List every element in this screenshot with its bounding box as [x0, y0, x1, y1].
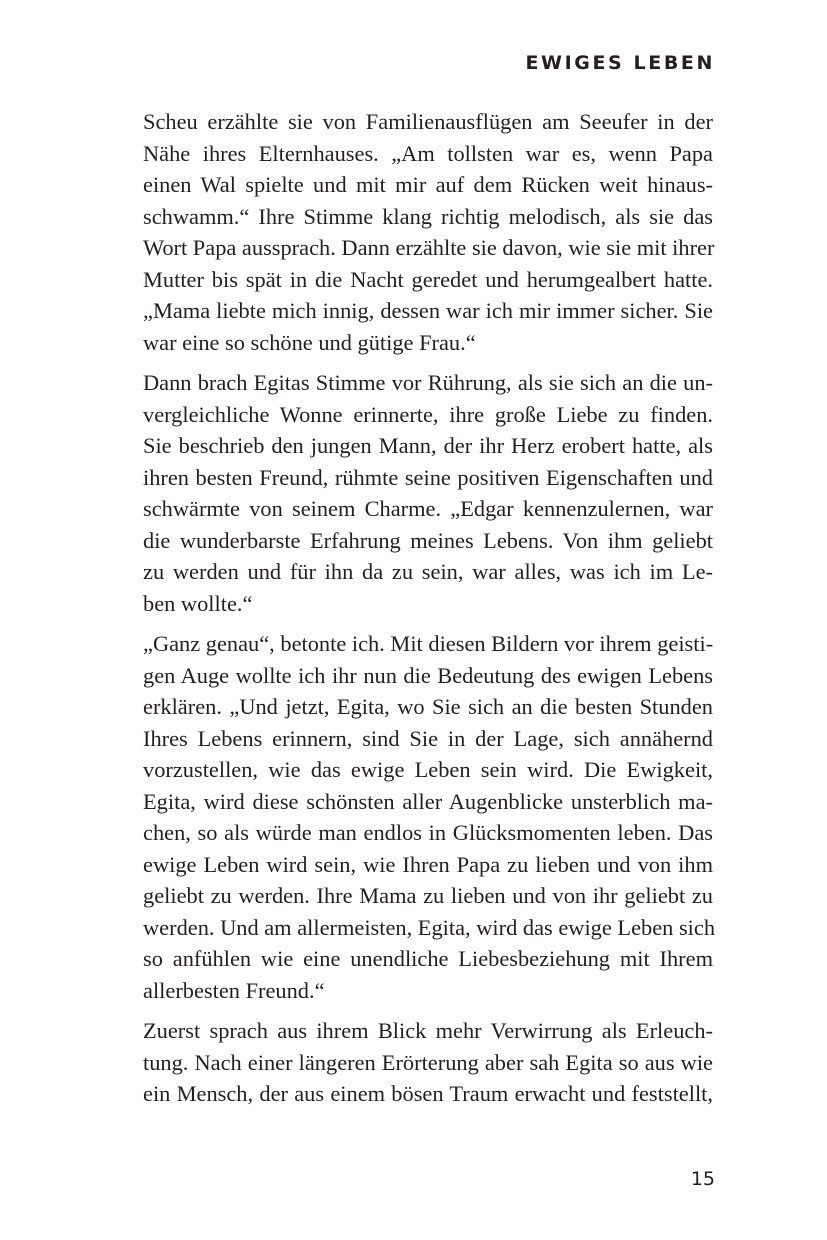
text-line: geliebt zu werden. Ihre Mama zu lieben und von ihr geliebt zu [143, 883, 713, 908]
text-line: so anfühlen wie eine unendliche Liebesbeziehung mit Ihrem [143, 946, 713, 971]
text-line: „Mama liebte mich innig, dessen war ich mir immer sicher. Sie [143, 298, 713, 323]
paragraph [143, 367, 713, 619]
text-line: einen Wal spielte und mit mir auf dem Rücken weit hinaus- [143, 172, 713, 197]
text-line: vergleichliche Wonne erinnerte, ihre große Liebe zu finden. [143, 401, 713, 427]
text-line: ein Mensch, der aus einem bösen Traum erwacht und feststellt, [143, 1081, 713, 1106]
text-line: schwärmte von seinem Charme. „Edgar kennenzulernen, war [143, 496, 713, 521]
text-line: Dann brach Egitas Stimme vor Rührung, als sie sich an die un- [143, 370, 713, 395]
text-line: erklären. „Und jetzt, Egita, wo Sie sich an die besten Stunden [143, 694, 713, 719]
paragraph [143, 1015, 713, 1110]
text-line: Egita, wird diese schönsten aller Augenblicke unsterblich ma- [143, 788, 713, 814]
text-line: ewige Leben wird sein, wie Ihren Papa zu lieben und von ihm [143, 851, 713, 877]
text-line: chen, so als würde man endlos in Glücksmomenten leben. Das [143, 820, 713, 845]
text-line: Nähe ihres Elternhauses. „Am tollsten war es, wenn Papa [143, 140, 713, 166]
text-line: werden. Und am allermeisten, Egita, wird das ewige Leben sich [143, 914, 716, 940]
text-line: tung. Nach einer längeren Erörterung aber sah Egita so aus wie [143, 1049, 713, 1075]
text-line: zu werden und für ihn da zu sein, war alles, was ich im Le- [143, 559, 713, 584]
text-line: vorzustellen, wie das ewige Leben sein wird. Die Ewigkeit, [143, 757, 713, 782]
text-line: gen Auge wollte ich ihr nun die Bedeutung des ewigen Lebens [143, 662, 713, 688]
text-line: „Ganz genau“, betonte ich. Mit diesen Bildern vor ihrem geisti- [143, 631, 714, 656]
text-line: Sie beschrieb den jungen Mann, der ihr Herz erobert hatte, als [143, 433, 713, 458]
paragraph [143, 628, 716, 1006]
text-line: Scheu erzählte sie von Familienausflügen am Seeufer in der [143, 109, 713, 134]
text-line: Ihres Lebens erinnern, sind Sie in der Lage, sich annähernd [143, 725, 713, 751]
paragraph [143, 106, 713, 358]
text-line: schwamm.“ Ihre Stimme klang richtig melodisch, als sie das [143, 203, 713, 229]
body-text [143, 106, 716, 1119]
text-line: ben wollte.“ [143, 590, 253, 616]
text-line: war eine so schöne und gütige Frau.“ [143, 329, 476, 355]
text-line: Wort Papa aussprach. Dann erzählte sie davon, wie sie mit ihrer [143, 235, 715, 260]
text-line: allerbesten Freund.“ [143, 977, 325, 1003]
running-header: EWIGES LEBEN [525, 52, 715, 74]
text-line: Mutter bis spät in die Nacht geredet und herumgealbert hatte. [143, 266, 713, 292]
page-number: 15 [690, 1168, 715, 1190]
text-line: die wunderbarste Erfahrung meines Lebens. Von ihm geliebt [143, 527, 713, 553]
text-line: Zuerst sprach aus ihrem Blick mehr Verwirrung als Erleuch- [143, 1018, 713, 1043]
text-line: ihren besten Freund, rühmte seine positiven Eigenschaften und [143, 464, 713, 490]
